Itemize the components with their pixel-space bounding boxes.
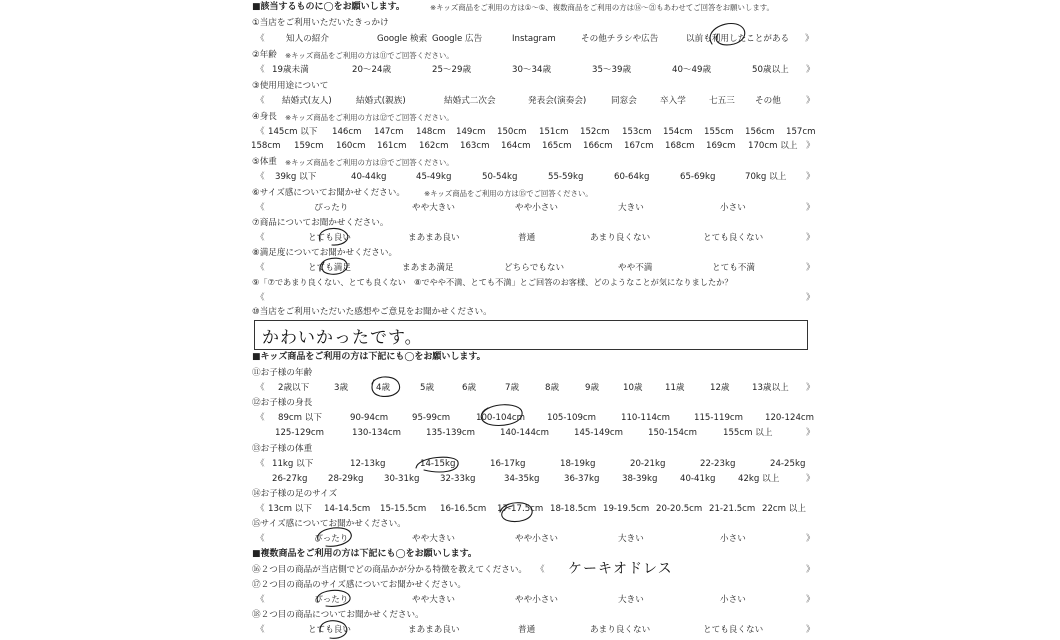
q11-option[interactable]: 9歳 [585,383,600,393]
q1-option[interactable]: Google 広告 [432,34,483,44]
q3-option[interactable]: 同窓会 [611,96,637,106]
q4-option[interactable]: 150cm [497,127,527,137]
q4-option[interactable]: 157cm [786,127,816,137]
q8-label: ⑧満足度についてお聞かせください。 [252,248,398,258]
q12-option[interactable]: 105-109cm [547,413,597,423]
q4-option[interactable]: 170cm 以上 [748,141,798,151]
q13-option[interactable]: 16-17kg [490,459,526,469]
q5-option[interactable]: 70kg 以上 [745,172,787,182]
close-bracket: 》 [806,65,815,75]
close-bracket: 》 [806,141,815,151]
open-bracket: 《 [536,565,545,575]
q8-option[interactable]: まあまあ満足 [402,263,454,273]
q1-option[interactable]: 知人の紹介 [286,34,329,44]
q2-option[interactable]: 30〜34歳 [512,65,552,75]
q4-option[interactable]: 162cm [419,141,449,151]
q11-label: ⑪お子様の年齢 [252,368,313,378]
q13-option[interactable]: 22-23kg [700,459,736,469]
q4-option[interactable]: 168cm [665,141,695,151]
open-bracket: 《 [256,172,265,182]
q2-option[interactable]: 20〜24歳 [352,65,392,75]
q18-option[interactable]: とても良くない [703,625,764,635]
q12-option[interactable]: 125-129cm [275,428,325,438]
q5-label: ⑤体重 [252,157,277,167]
q14-option[interactable]: 20-20.5cm [656,504,703,514]
q2-option[interactable]: 25〜29歳 [432,65,472,75]
q4-option[interactable]: 145cm 以下 [268,127,318,137]
q14-option[interactable]: 22cm 以上 [762,504,806,514]
q13-option[interactable]: 32-33kg [440,474,476,484]
q8-option[interactable]: とても満足 [308,263,351,273]
close-bracket: 》 [806,383,815,393]
q18-label: ⑱２つ目の商品についてお聞かせください。 [252,610,424,620]
q11-option[interactable]: 6歳 [462,383,477,393]
open-bracket: 《 [256,595,265,605]
q12-label: ⑫お子様の身長 [252,398,313,408]
q13-option[interactable]: 40-41kg [680,474,716,484]
q7-label: ⑦商品についてお聞かせください。 [252,218,389,228]
q12-option[interactable]: 115-119cm [694,413,744,423]
q14-option[interactable]: 13cm 以下 [268,504,312,514]
q11-option[interactable]: 3歳 [334,383,349,393]
q13-option[interactable]: 42kg 以上 [738,474,780,484]
close-bracket: 》 [806,263,815,273]
q4-option[interactable]: 154cm [663,127,693,137]
open-bracket: 《 [256,383,265,393]
q8-option[interactable]: とても不満 [712,263,755,273]
q5-option[interactable]: 60-64kg [614,172,650,182]
close-bracket: 》 [806,625,815,635]
q17-option[interactable]: ぴったり [314,595,349,605]
q6-option[interactable]: 小さい [720,203,746,213]
q10-label: ⑩当店をご利用いただいた感想やご意見をお聞かせください。 [252,307,492,317]
q12-option[interactable]: 110-114cm [621,413,671,423]
q5-option[interactable]: 55-59kg [548,172,584,182]
open-bracket: 《 [256,34,265,44]
kids-section-title: ■キッズ商品をご利用の方は下記にも◯をお願いします。 [252,352,486,362]
q2-note: ※キッズ商品をご利用の方は⑪でご回答ください。 [285,51,454,60]
q5-option[interactable]: 50-54kg [482,172,518,182]
q4-option[interactable]: 146cm [332,127,362,137]
q3-option[interactable]: 七五三 [709,96,735,106]
open-bracket: 《 [256,504,265,514]
q4-option[interactable]: 167cm [624,141,654,151]
q12-option[interactable]: 150-154cm [648,428,698,438]
q13-label: ⑬お子様の体重 [252,444,313,454]
q14-option[interactable]: 21-21.5cm [709,504,756,514]
q11-option[interactable]: 2歳以下 [278,383,310,393]
q12-option[interactable]: 130-134cm [352,428,402,438]
q3-option[interactable]: 結婚式(友人) [282,96,332,106]
open-bracket: 《 [256,459,265,469]
open-bracket: 《 [256,263,265,273]
q4-label: ④身長 [252,112,277,122]
q7-option[interactable]: まあまあ良い [408,233,460,243]
close-bracket: 》 [806,172,815,182]
q12-option[interactable]: 90-94cm [350,413,389,423]
q8-option[interactable]: やや不満 [618,263,653,273]
q3-option[interactable]: その他 [755,96,781,106]
q13-option[interactable]: 28-29kg [328,474,364,484]
q15-option[interactable]: ぴったり [314,534,349,544]
q4-option[interactable]: 159cm [294,141,324,151]
q16-label: ⑯２つ目の商品が当店側でどの商品かが分かる特徴を教えてください。 [252,565,528,575]
q4-option[interactable]: 166cm [583,141,613,151]
q6-option[interactable]: ぴったり [314,203,349,213]
q9-label: ⑨「⑦であまり良くない、とても良くない ⑧でやや不満、とても不満」とご回答のお客様、どのようなことが気になりましたか？ [252,277,733,287]
q1-option[interactable]: 以前も利用したことがある [686,34,790,44]
q17-option[interactable]: 小さい [720,595,746,605]
q1-option[interactable]: Google 検索 [377,34,428,44]
close-bracket: 》 [806,233,815,243]
q18-option[interactable]: とても良い [308,625,351,635]
q4-option[interactable]: 158cm [251,141,281,151]
q4-option[interactable]: 155cm [704,127,734,137]
open-bracket: 《 [256,233,265,243]
q10-handwritten-answer: かわいかったです。 [262,328,423,348]
open-bracket: 《 [256,413,265,423]
q11-option[interactable]: 7歳 [505,383,520,393]
close-bracket: 》 [806,474,815,484]
q12-option[interactable]: 140-144cm [500,428,550,438]
q14-option[interactable]: 17-17.5cm [497,504,544,514]
q6-option[interactable]: やや大きい [412,203,455,213]
q11-option[interactable]: 11歳 [665,383,685,393]
q5-option[interactable]: 39kg 以下 [275,172,317,182]
q7-option[interactable]: 普通 [518,233,536,243]
q13-option[interactable]: 20-21kg [630,459,666,469]
close-bracket: 》 [806,293,815,303]
q7-option[interactable]: とても良くない [703,233,764,243]
header-title: ■該当するものに◯をお願いします。 [252,2,405,12]
q13-option[interactable]: 24-25kg [770,459,806,469]
q3-option[interactable]: 卒入学 [660,96,686,106]
q6-option[interactable]: 大きい [618,203,644,213]
q6-option[interactable]: やや小さい [515,203,558,213]
q13-option[interactable]: 12-13kg [350,459,386,469]
q5-option[interactable]: 65-69kg [680,172,716,182]
q14-option[interactable]: 15-15.5cm [380,504,427,514]
q4-option[interactable]: 152cm [580,127,610,137]
q17-option[interactable]: やや小さい [515,595,558,605]
q12-option[interactable]: 155cm 以上 [723,428,773,438]
q13-option[interactable]: 26-27kg [272,474,308,484]
q15-option[interactable]: やや大きい [412,534,455,544]
q6-label: ⑥サイズ感についてお聞かせください。 [252,188,405,198]
q3-label: ③使用用途について [252,81,329,91]
header-note: ※キッズ商品をご利用の方は①〜⑤、複数商品をご利用の方は⑯〜㉑もあわせてご回答をお願いします。 [430,3,774,12]
q11-option[interactable]: 5歳 [420,383,435,393]
q13-option[interactable]: 34-35kg [504,474,540,484]
q13-option[interactable]: 11kg 以下 [272,459,314,469]
q15-option[interactable]: やや小さい [515,534,558,544]
q4-option[interactable]: 169cm [706,141,736,151]
q11-option[interactable]: 12歳 [710,383,730,393]
q2-option[interactable]: 50歳以上 [752,65,789,75]
q18-option[interactable]: 普通 [518,625,536,635]
q1-label: ①当店をご利用いただいたきっかけ [252,18,389,28]
open-bracket: 《 [256,625,265,635]
close-bracket: 》 [806,428,815,438]
q5-option[interactable]: 45-49kg [416,172,452,182]
q4-option[interactable]: 164cm [501,141,531,151]
q6-note: ※キッズ商品をご利用の方は⑮でご回答ください。 [424,189,593,198]
q4-option[interactable]: 156cm [745,127,775,137]
q3-option[interactable]: 結婚式(親族) [356,96,406,106]
open-bracket: 《 [256,96,265,106]
q4-option[interactable]: 153cm [622,127,652,137]
q2-label: ②年齢 [252,50,277,60]
q16-handwritten-answer: ケーキオドレス [568,561,673,577]
q4-option[interactable]: 148cm [416,127,446,137]
q14-label: ⑭お子様の足のサイズ [252,489,338,499]
q14-option[interactable]: 19-19.5cm [603,504,650,514]
multi-section-title: ■複数商品をご利用の方は下記にも◯をお願いします。 [252,549,477,559]
q4-option[interactable]: 161cm [377,141,407,151]
q15-label: ⑮サイズ感についてお聞かせください。 [252,519,406,529]
q13-option[interactable]: 36-37kg [564,474,600,484]
q17-option[interactable]: やや大きい [412,595,455,605]
q5-note: ※キッズ商品をご利用の方は⑬でご回答ください。 [285,158,454,167]
q12-option[interactable]: 145-149cm [574,428,624,438]
q7-option[interactable]: あまり良くない [590,233,651,243]
close-bracket: 》 [806,565,815,575]
q14-option[interactable]: 16-16.5cm [440,504,487,514]
q4-option[interactable]: 163cm [460,141,490,151]
close-bracket: 》 [806,203,815,213]
q13-option[interactable]: 30-31kg [384,474,420,484]
q4-option[interactable]: 149cm [456,127,486,137]
q18-option[interactable]: まあまあ良い [408,625,460,635]
q4-option[interactable]: 165cm [542,141,572,151]
q7-option[interactable]: とても良い [308,233,351,243]
q12-option[interactable]: 135-139cm [426,428,476,438]
q2-option[interactable]: 19歳未満 [272,65,309,75]
open-bracket: 《 [256,65,265,75]
q4-note: ※キッズ商品をご利用の方は⑫でご回答ください。 [285,113,454,122]
q13-option[interactable]: 18-19kg [560,459,596,469]
close-bracket: 》 [806,534,815,544]
open-bracket: 《 [256,203,265,213]
open-bracket: 《 [256,293,265,303]
q13-option[interactable]: 38-39kg [622,474,658,484]
open-bracket: 《 [256,534,265,544]
q12-option[interactable]: 100-104cm [476,413,526,423]
q11-option[interactable]: 4歳 [376,383,391,393]
q15-option[interactable]: 小さい [720,534,746,544]
q2-option[interactable]: 35〜39歳 [592,65,632,75]
q12-option[interactable]: 120-124cm [765,413,815,423]
q1-option[interactable]: Instagram [512,34,556,44]
q1-option[interactable]: その他チラシや広告 [581,34,659,44]
q11-option[interactable]: 8歳 [545,383,560,393]
q17-option[interactable]: 大きい [618,595,644,605]
q11-option[interactable]: 13歳以上 [752,383,789,393]
close-bracket: 》 [806,595,815,605]
q14-option[interactable]: 14-14.5cm [324,504,371,514]
q4-option[interactable]: 160cm [336,141,366,151]
q3-option[interactable]: 発表会(演奏会) [528,96,587,106]
q2-option[interactable]: 40〜49歳 [672,65,712,75]
q15-option[interactable]: 大きい [618,534,644,544]
q13-option[interactable]: 14-15kg [420,459,456,469]
q4-option[interactable]: 151cm [539,127,569,137]
q11-option[interactable]: 10歳 [623,383,643,393]
q4-option[interactable]: 147cm [374,127,404,137]
q12-option[interactable]: 95-99cm [412,413,451,423]
close-bracket: 》 [805,34,814,44]
q3-option[interactable]: 結婚式二次会 [444,96,496,106]
close-bracket: 》 [806,96,815,106]
q5-option[interactable]: 40-44kg [351,172,387,182]
q14-option[interactable]: 18-18.5cm [550,504,597,514]
open-bracket: 《 [256,127,265,137]
q17-label: ⑰２つ目の商品のサイズ感についてお聞かせください。 [252,580,466,590]
q8-option[interactable]: どちらでもない [504,263,565,273]
q18-option[interactable]: あまり良くない [590,625,651,635]
q12-option[interactable]: 89cm 以下 [278,413,322,423]
